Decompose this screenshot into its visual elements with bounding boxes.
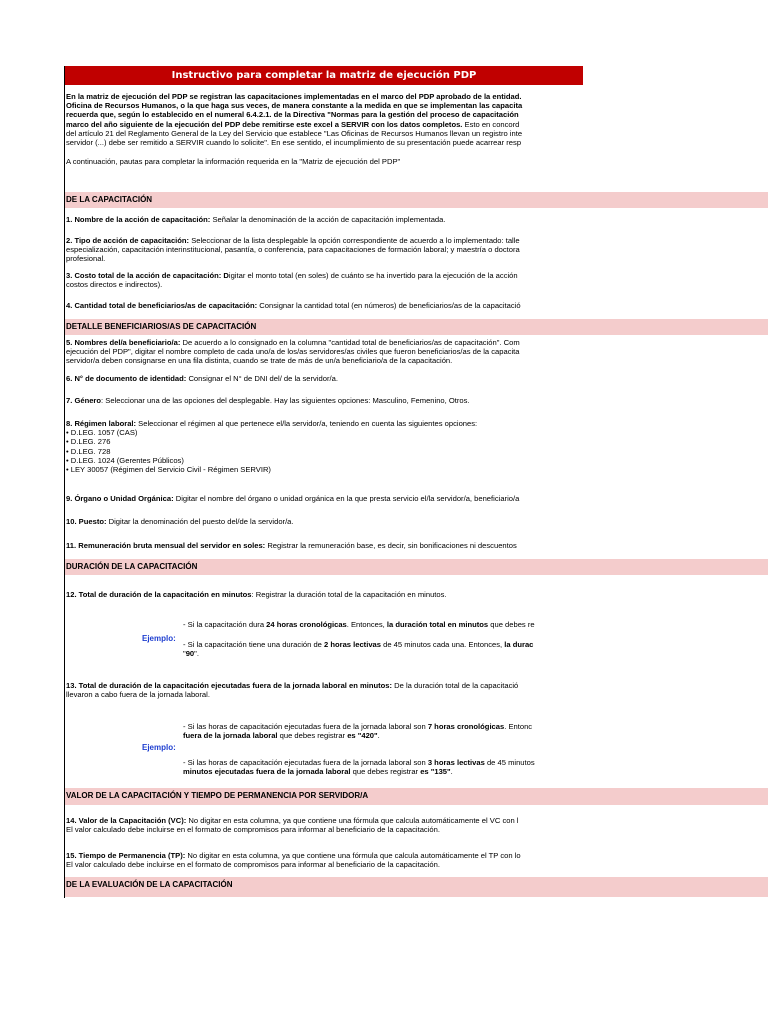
item-5	[66, 338, 584, 366]
intro-line: En la matriz de ejecución del PDP se registran las capacitaciones implementadas en el marco del PDP aprobado de la entidad.	[66, 92, 522, 101]
item-text: No digitar en esta columna, ya que contiene una fórmula que calcula automáticamente el TP con lo	[185, 851, 521, 860]
example-13a	[183, 722, 583, 740]
example-12b	[183, 640, 583, 658]
item-label: 9. Órgano o Unidad Orgánica:	[66, 494, 174, 503]
item-text: Seleccionar el régimen al que pertenece el/la servidor/a, teniendo en cuenta las siguientes opciones:	[136, 419, 478, 428]
example-text: - Si la capacitación dura	[183, 620, 267, 629]
example-text: .	[450, 767, 453, 777]
example-text: 24 horas cronológicas	[266, 620, 347, 629]
item-label: 12. Total de duración de la capacitación en minutos	[66, 590, 252, 599]
example-text: . Entonces,	[346, 620, 387, 629]
item-text: Digitar la denominación del puesto del/de la servidor/a.	[106, 517, 294, 526]
item-3	[66, 271, 584, 289]
item-6	[66, 374, 584, 383]
item-text: ejecución del PDP", digitar el nombre completo de cada uno/a de los/as servidores/as civiles que fueron beneficiarios/as de la capacita	[66, 347, 520, 357]
item-text: El valor calculado debe incluirse en el formato de compromisos para informar al beneficiario de la capacitación.	[66, 860, 440, 870]
item-label: 8. Régimen laboral:	[66, 419, 137, 428]
example-text: de 45 minutos cada una. Entonces,	[381, 640, 505, 649]
example-text: que debes registrar	[350, 767, 421, 777]
item-text: Consignar el N° de DNI del/ de la servidor/a.	[186, 374, 338, 383]
example-text: de 45 minutos	[484, 758, 535, 767]
item-2	[66, 236, 584, 264]
list-item: • D.LEG. 728	[66, 446, 111, 456]
example-text: que debes registrar	[277, 731, 348, 741]
example-text: 90	[185, 649, 195, 659]
item-label: 5. Nombres del/a beneficiario/a:	[66, 338, 181, 347]
list-item: • D.LEG. 276	[66, 437, 111, 447]
item-text: Consignar la cantidad total (en números) de beneficiarios/as de la capacitació	[257, 301, 521, 310]
item-text: especialización, capacitación interinstitucional, pasantía, o conferencia, para capacitaciones de formación laboral; y maestría o doctora	[66, 245, 520, 255]
example-text: minutos ejecutadas fuera de la jornada laboral	[183, 767, 351, 777]
item-text: : Seleccionar una de las opciones del desplegable. Hay las siguientes opciones: Masculino, Femenino, Otros.	[101, 396, 470, 405]
sheet-left-border	[64, 66, 65, 898]
example-text: es "135"	[420, 767, 451, 777]
example-12a	[183, 620, 583, 629]
section-header-valor: VALOR DE LA CAPACITACIÓN Y TIEMPO DE PERMANENCIA POR SERVIDOR/A	[65, 788, 768, 805]
item-label: 14. Valor de la Capacitación (VC):	[66, 816, 187, 825]
example-label: Ejemplo:	[142, 634, 176, 643]
item-text: Seleccionar de la lista desplegable la opción correspondiente de acuerdo a lo implementado: talle	[189, 236, 520, 245]
item-text: De la duración total de la capacitació	[392, 681, 519, 690]
example-text: - Si la capacitación tiene una duración de	[183, 640, 324, 649]
list-item: • D.LEG. 1024 (Gerentes Públicos)	[66, 455, 184, 465]
item-label: 13. Total de duración de la capacitación ejecutadas fuera de la jornada laboral en minutos:	[66, 681, 393, 690]
item-11	[66, 541, 584, 550]
item-label: 7. Género	[66, 396, 102, 405]
section-header-capacitacion: DE LA CAPACITACIÓN	[65, 192, 768, 208]
intro-line: servidor (...) debe ser remitido a SERVIR cuando lo solicite". En ese sentido, el incumplimiento de su presentación puede acarrear resp	[66, 138, 522, 148]
item-label: 15. Tiempo de Permanencia (TP):	[66, 851, 186, 860]
list-item: • D.LEG. 1057 (CAS)	[66, 428, 138, 438]
example-text: - Si las horas de capacitación ejecutadas fuera de la jornada laboral son	[183, 758, 428, 767]
item-text: servidor/a deben consignarse en una fila distinta, cuando se trate de más de un/a beneficiario/a de la capacitación.	[66, 356, 453, 366]
example-text: 2 horas lectivas	[324, 640, 381, 649]
section-header-duracion: DURACIÓN DE LA CAPACITACIÓN	[65, 559, 768, 575]
item-text: Digitar el nombre del órgano o unidad orgánica en la que presta servicio el/la servidor/a, beneficiario/a	[173, 494, 520, 503]
list-item: • LEY 30057 (Régimen del Servicio Civil - Régimen SERVIR)	[66, 465, 271, 475]
example-text: que debes re	[488, 620, 535, 629]
item-1	[66, 215, 584, 224]
item-label: 6. N° de documento de identidad:	[66, 374, 187, 383]
item-label: 3. Costo total de la acción de capacitación: D	[66, 271, 229, 280]
item-text: Señalar la denominación de la acción de capacitación implementada.	[210, 215, 446, 224]
item-label: 1. Nombre de la acción de capacitación:	[66, 215, 211, 224]
section-header-evaluacion: DE LA EVALUACIÓN DE LA CAPACITACIÓN	[65, 877, 768, 897]
example-text: la duración total en minutos	[386, 620, 489, 629]
item-text: igitar el monto total (en soles) de cuánto se ha invertido para la ejecución de la acción	[228, 271, 518, 280]
item-text: Registrar la remuneración base, es decir, sin bonificaciones ni descuentos	[265, 541, 517, 550]
page-title: Instructivo para completar la matriz de ejecución PDP	[65, 66, 583, 85]
item-text: profesional.	[66, 254, 106, 264]
item-9	[66, 494, 584, 503]
item-label: 10. Puesto:	[66, 517, 107, 526]
item-14	[66, 816, 584, 834]
item-text: De acuerdo a lo consignado en la columna "cantidad total de beneficiarios/as de capacitación". Com	[180, 338, 520, 347]
item-10	[66, 517, 584, 526]
intro-line: recuerda que, según lo establecido en el numeral 6.4.2.1. de la Directiva "Normas para la gestión del proceso de capacitación	[66, 110, 519, 120]
example-text: . Entonc	[504, 722, 533, 731]
intro-guidance: A continuación, pautas para completar la información requerida en la "Matriz de ejecución del PDP"	[66, 157, 401, 166]
item-15	[66, 851, 584, 869]
item-13	[66, 681, 584, 699]
example-13b	[183, 758, 583, 776]
item-label: 2. Tipo de acción de capacitación:	[66, 236, 190, 245]
item-text: No digitar en esta columna, ya que contiene una fórmula que calcula automáticamente el VC con l	[186, 816, 519, 825]
example-text: es "420"	[347, 731, 378, 741]
item-label: 4. Cantidad total de beneficiarios/as de capacitación:	[66, 301, 258, 310]
item-text: llevaron a cabo fuera de la jornada laboral.	[66, 690, 210, 700]
intro-line: Oficina de Recursos Humanos, o la que haga sus veces, de manera constante a la medida en que se implementan las capacita	[66, 101, 523, 111]
item-text: costos directos e indirectos).	[66, 280, 163, 290]
example-text: 3 horas lectivas	[427, 758, 485, 767]
section-header-beneficiarios: DETALLE BENEFICIARIOS/AS DE CAPACITACIÓN	[65, 319, 768, 335]
example-text: la durac	[504, 640, 534, 649]
example-text: ".	[194, 649, 199, 659]
item-text: El valor calculado debe incluirse en el formato de compromisos para informar al beneficiario de la capacitación.	[66, 825, 440, 835]
item-12	[66, 590, 584, 599]
example-text: 7 horas cronológicas	[427, 722, 505, 731]
example-text: - Si las horas de capacitación ejecutadas fuera de la jornada laboral son	[183, 722, 428, 731]
intro-paragraph	[66, 92, 584, 147]
item-text: : Registrar la duración total de la capacitación en minutos.	[251, 590, 447, 599]
example-label: Ejemplo:	[142, 743, 176, 752]
example-text: fuera de la jornada laboral	[183, 731, 278, 741]
intro-line: Esto en concord	[462, 119, 520, 129]
item-4	[66, 301, 584, 310]
item-label: 11. Remuneración bruta mensual del servidor en soles:	[66, 541, 266, 550]
intro-line: marco del año siguiente de la ejecución del PDP debe remitirse este excel a SERVIR con los datos completos.	[66, 119, 463, 129]
item-8	[66, 419, 584, 474]
item-7	[66, 396, 584, 405]
example-text: .	[377, 731, 380, 741]
intro-line: del artículo 21 del Reglamento General de la Ley del Servicio que establece "Las Oficinas de Recursos Humanos llevan un registro inte	[66, 128, 523, 138]
example-text: "	[183, 649, 186, 659]
